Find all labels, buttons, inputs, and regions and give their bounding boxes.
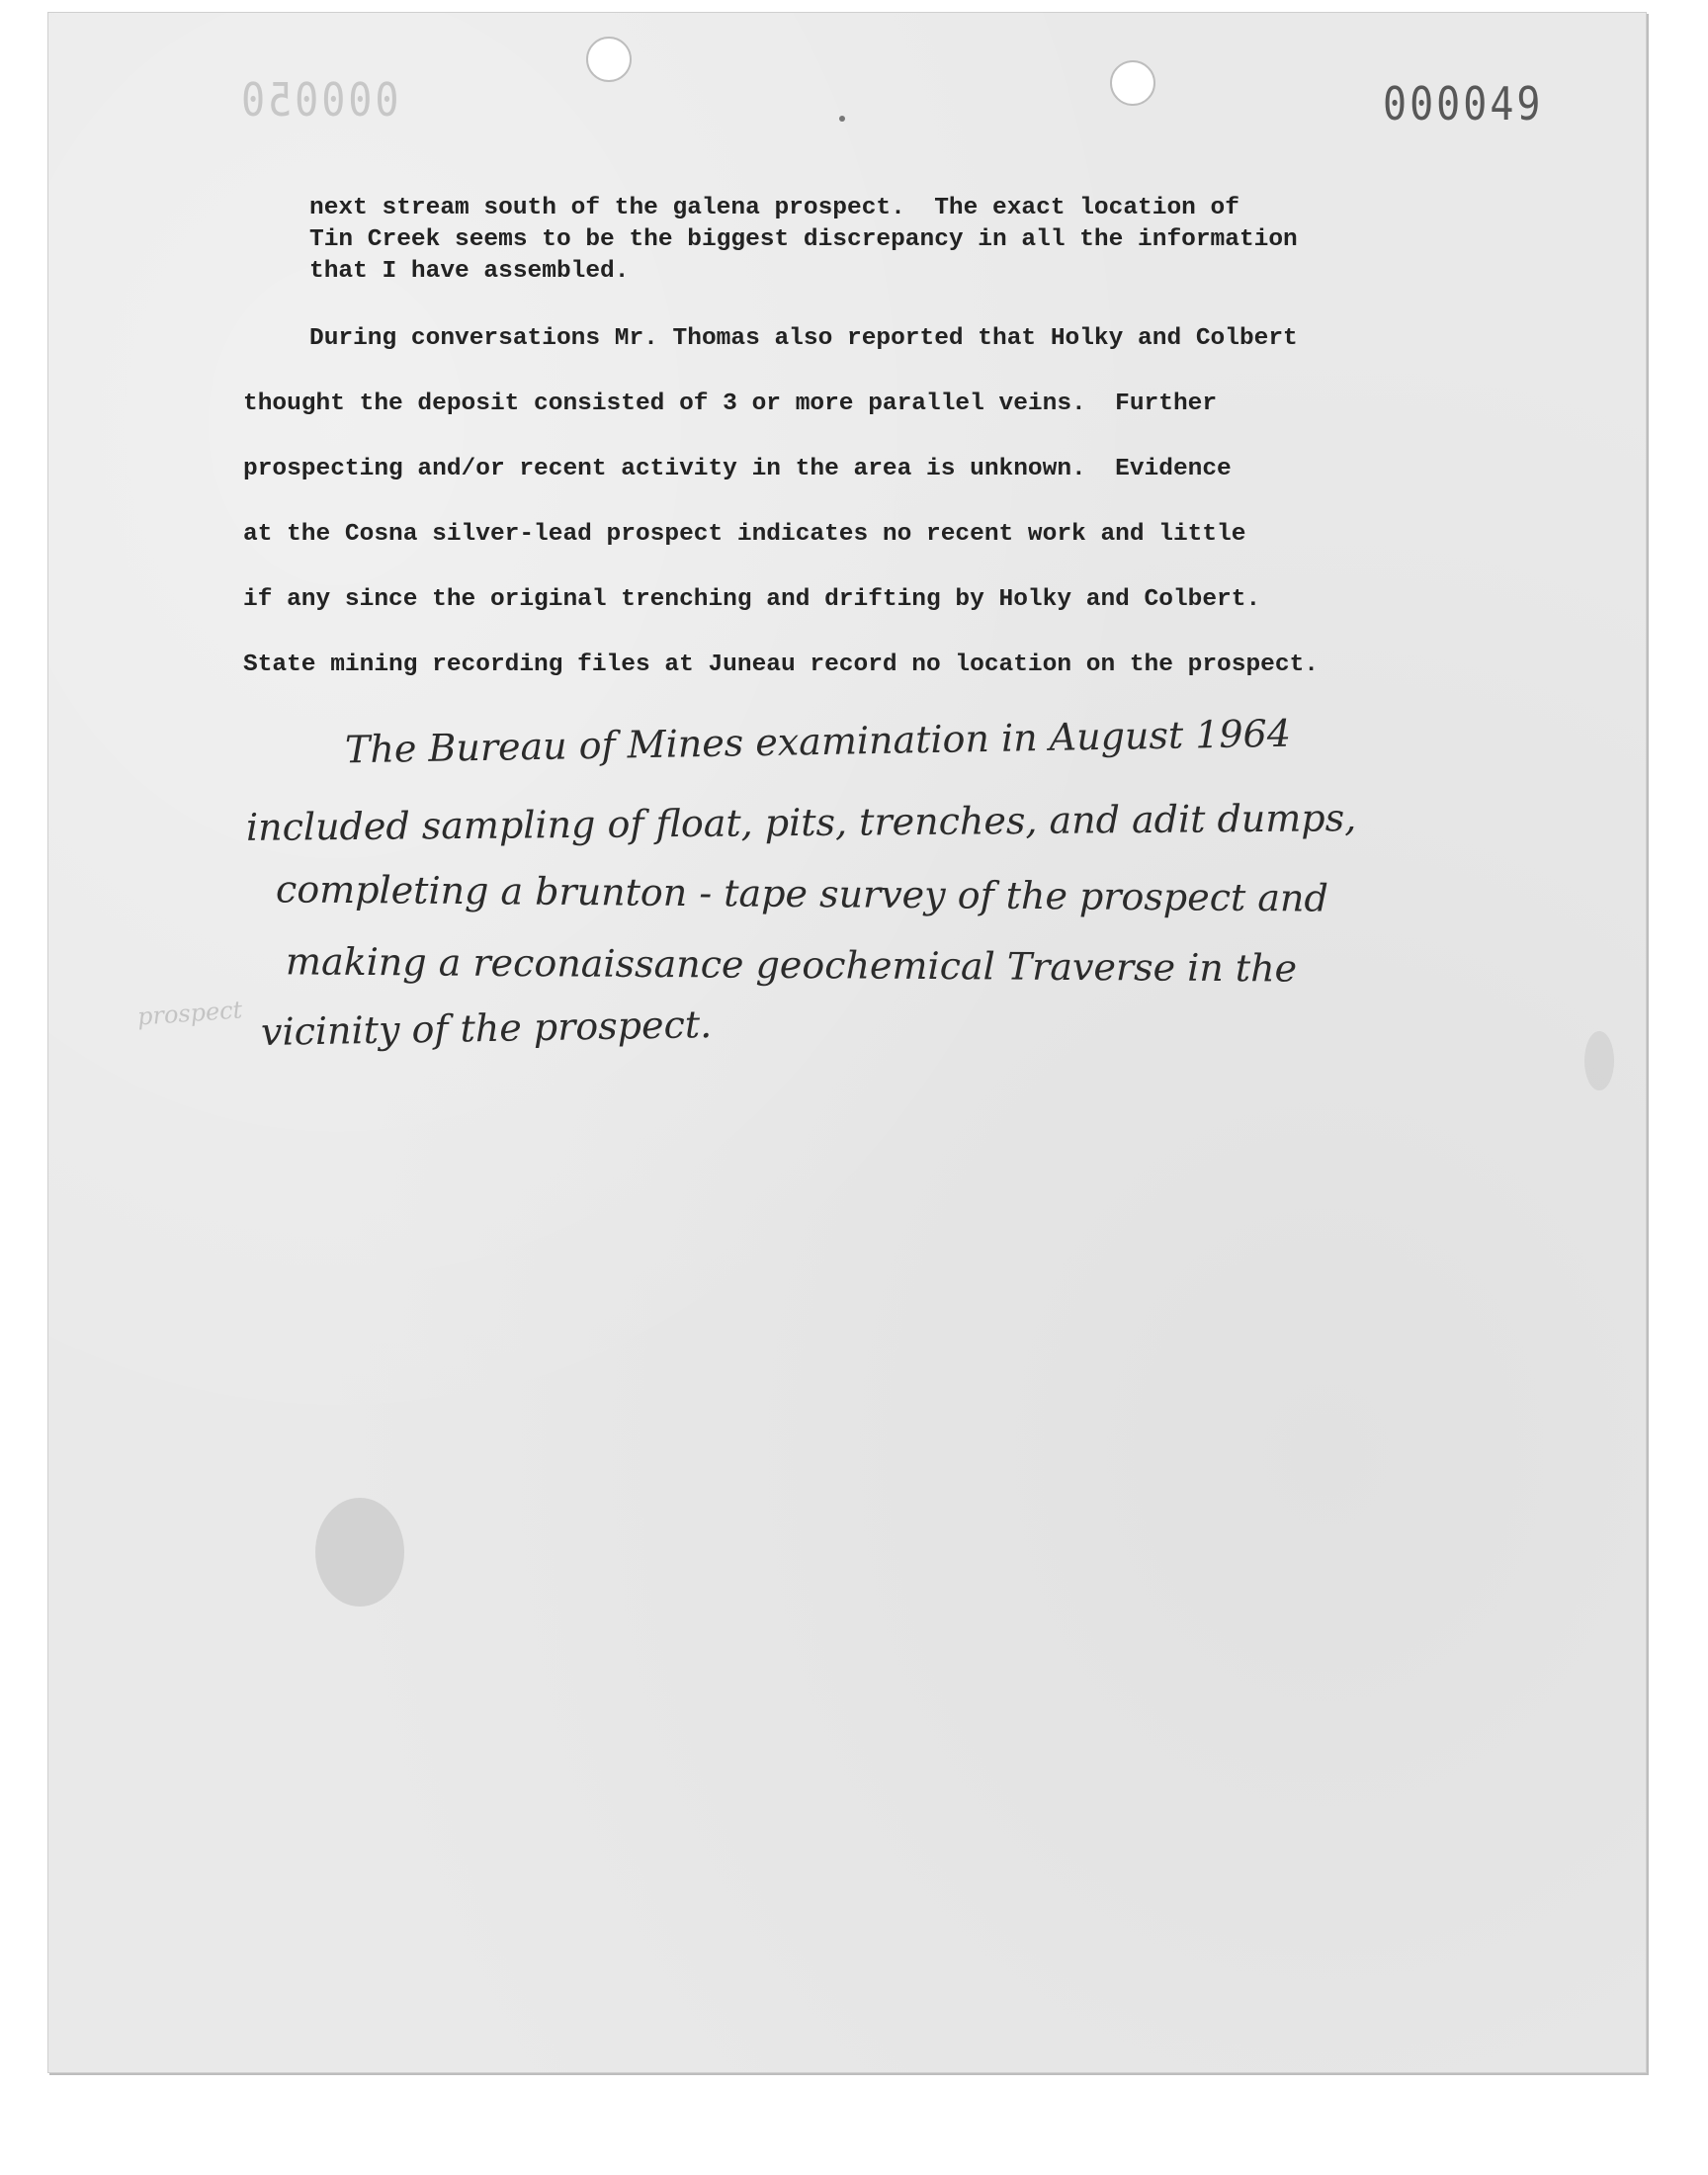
handwritten-note-line: making a reconaissance geochemical Traverse in the [285, 939, 1298, 991]
handwritten-note-line: vicinity of the prospect. [260, 1002, 713, 1054]
typed-line: State mining recording files at Juneau record no location on the prospect. [243, 652, 1319, 678]
stain [315, 1498, 404, 1607]
typed-line: at the Cosna silver-lead prospect indicates no recent work and little [243, 521, 1246, 548]
page-number: 000049 [1383, 78, 1544, 131]
punch-hole-left [586, 37, 632, 82]
typed-line: that I have assembled. [309, 258, 630, 285]
speck [839, 116, 845, 122]
handwritten-note-line: included sampling of float, pits, trenches, and adit dumps, [245, 796, 1357, 849]
handwritten-note-line: The Bureau of Mines examination in August 1964 [344, 711, 1292, 772]
typed-line: if any since the original trenching and drifting by Holky and Colbert. [243, 586, 1261, 613]
document-page [47, 12, 1647, 2073]
bleed-through-page-number: 000050 [238, 74, 399, 128]
typed-line: prospecting and/or recent activity in the area is unknown. Evidence [243, 456, 1232, 482]
handwritten-note-line: completing a brunton - tape survey of the prospect and [275, 867, 1328, 920]
typed-line: During conversations Mr. Thomas also reported that Holky and Colbert [309, 325, 1298, 352]
typed-line: Tin Creek seems to be the biggest discrepancy in all the information [309, 226, 1298, 253]
margin-note: prospect [136, 996, 244, 1031]
typed-line: next stream south of the galena prospect. The exact location of [309, 195, 1239, 221]
stain [1584, 1031, 1614, 1090]
punch-hole-right [1110, 60, 1155, 106]
typed-line: thought the deposit consisted of 3 or more parallel veins. Further [243, 391, 1218, 417]
